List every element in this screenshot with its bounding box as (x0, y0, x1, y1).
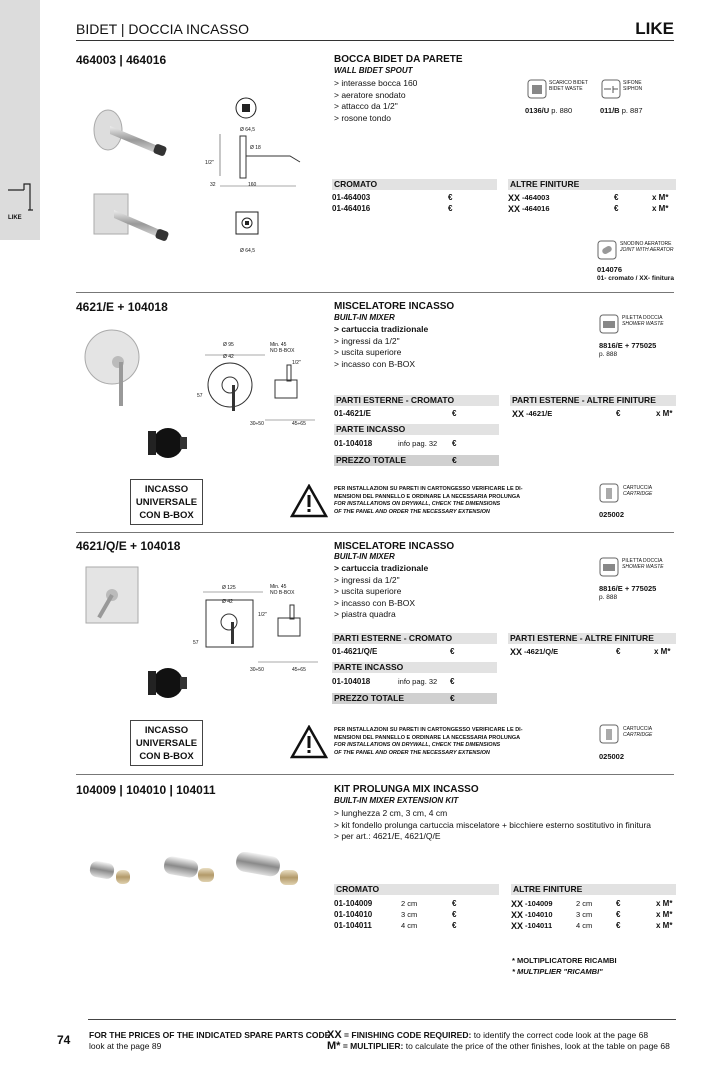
xx-prefix: XX (508, 204, 521, 214)
sec4-features (334, 808, 651, 843)
sec2-features (334, 324, 428, 370)
bbox-line: UNIVERSALE (135, 738, 198, 749)
acc-code: 025002 (599, 510, 625, 519)
bbox-line: INCASSO (144, 725, 189, 736)
xx-prefix: XX (510, 647, 523, 657)
table-row (332, 204, 677, 215)
sec3-codes: 4621/Q/E + 104018 (76, 539, 181, 553)
dim-label: NO B-BOX (270, 590, 295, 596)
euro-sign: € (616, 910, 621, 919)
table-row (334, 899, 679, 910)
page-title: BIDET | DOCCIA INCASSO (76, 21, 249, 37)
dim-label: 45÷65 (292, 421, 306, 427)
footer-line (327, 1030, 670, 1041)
sec1-features (334, 78, 417, 124)
dim-label: 57 (193, 640, 199, 646)
sec1-subtitle: WALL BIDET SPOUT (334, 66, 413, 75)
acc-label-it: SNODINO AERATORE (620, 241, 672, 247)
euro-sign: € (450, 693, 455, 703)
table-row (334, 439, 499, 450)
shower-waste-icon (599, 314, 619, 334)
euro-sign: € (616, 409, 621, 418)
table-header-finishes: PARTI ESTERNE - ALTRE FINITURE (510, 395, 676, 406)
bbox-badge (130, 720, 203, 766)
dim-label: Ø 42 (223, 354, 234, 360)
euro-sign: € (448, 193, 453, 202)
table-row (332, 647, 677, 658)
table-header-chrome: PARTI ESTERNE - CROMATO (332, 633, 497, 644)
sec2-codes: 4621/E + 104018 (76, 300, 168, 314)
feature-item: > ingressi da 1/2" (334, 574, 400, 585)
footer-right (327, 1030, 670, 1052)
euro-sign: € (452, 921, 457, 930)
euro-sign: € (448, 204, 453, 213)
acc-label-en: SHOWER WASTE (622, 564, 664, 570)
acc-page: p. 888 (599, 594, 618, 601)
incasso-info: info pag. 32 (398, 677, 438, 686)
multiplier: x M* (652, 193, 669, 202)
feature-item: > interasse bocca 160 (334, 78, 418, 88)
dim-label: 32 (210, 182, 216, 188)
euro-sign: € (450, 647, 455, 656)
multiplier: x M* (656, 899, 673, 908)
feature-item: > cartuccia tradizionale (334, 563, 429, 573)
warning-icon (290, 484, 328, 518)
section-divider (76, 774, 674, 775)
acc-label (622, 315, 664, 327)
side-label: LIKE (8, 215, 22, 221)
acc-label-en: CARTRIDGE (623, 491, 653, 497)
dim-label: Ø 64,5 (240, 248, 256, 254)
sec1-title: BOCCA BIDET DA PARETE (334, 54, 463, 65)
acc-label-it: SCARICO BIDET (549, 80, 588, 86)
total-row (332, 693, 497, 704)
section-divider (76, 532, 674, 533)
table-header-chrome: PARTI ESTERNE - CROMATO (334, 395, 499, 406)
incasso-header: PARTE INCASSO (332, 662, 497, 673)
acc-label (623, 726, 652, 738)
dim-label: Ø 42 (222, 599, 233, 605)
table-row (334, 910, 679, 921)
brand-name: LIKE (635, 19, 674, 38)
dim-label: Min. 45 (270, 584, 287, 590)
finish-code: -104009 (525, 899, 553, 908)
length: 3 cm (576, 910, 593, 919)
incasso-header: PARTE INCASSO (334, 424, 499, 435)
bbox-line: UNIVERSALE (135, 497, 198, 508)
acc-code: 014076 (597, 265, 623, 274)
feature-item: > incasso con B-BOX (334, 597, 416, 608)
total-label: PREZZO TOTALE (334, 693, 405, 703)
warning-line: MENSIONI DEL PANNELLO E ORDINARE LA NECESSARIA PROLUNGA (334, 734, 521, 741)
xx-title: = FINISHING CODE REQUIRED: (341, 1030, 472, 1040)
feature-item: > aeratore snodato (334, 89, 406, 100)
chrome-code: 01-4621/Q/E (332, 647, 378, 656)
cartridge-icon (599, 483, 619, 503)
multiplier: x M* (656, 910, 673, 919)
feature-item: > per art.: 4621/E, 4621/Q/E (334, 831, 441, 841)
finish-code: -4621/E (526, 409, 553, 418)
square-mixer-image (82, 565, 142, 650)
acc-label-it: CARTUCCIA (623, 485, 653, 491)
bbox-body-image (146, 665, 188, 701)
acc-label-en: SHOWER WASTE (622, 321, 664, 327)
table-header-finishes: ALTRE FINITURE (511, 884, 676, 895)
aerator-joint-icon (597, 240, 617, 260)
dim-label: Ø 125 (222, 585, 236, 591)
cartridge-icon (599, 724, 619, 744)
dim-label: Ø 64,5 (240, 127, 256, 133)
page-number: 74 (57, 1033, 71, 1047)
euro-sign: € (452, 910, 457, 919)
acc-ref (600, 106, 643, 115)
chrome-code: 01-104009 (334, 899, 373, 908)
multiplier-note: * MOLTIPLICATORE RICAMBI (512, 956, 617, 965)
acc-label (623, 485, 652, 497)
feature-item: > ingressi da 1/2" (334, 335, 400, 346)
dim-label: Ø 95 (223, 342, 234, 348)
feature-item: > attacco da 1/2" (334, 101, 398, 111)
dim-label: 160 (248, 182, 257, 188)
warning-line: FOR INSTALLATIONS ON DRYWALL, CHECK THE DIMENSIONS (334, 742, 501, 748)
bbox-badge (130, 479, 203, 525)
dim-label: 1/2" (205, 160, 214, 166)
acc-page: p. 880 (551, 106, 573, 115)
warning-line: PER INSTALLAZIONI SU PARETI IN CARTONGESSO VERIFICARE LE DI- (334, 486, 523, 492)
sec4-subtitle: BUILT-IN MIXER EXTENSION KIT (334, 796, 459, 805)
chrome-code: 01-464003 (332, 193, 371, 202)
sec2-title: MISCELATORE INCASSO (334, 301, 455, 312)
footer-line (327, 1041, 670, 1052)
acc-code: 025002 (599, 752, 625, 761)
table-header-finishes: PARTI ESTERNE - ALTRE FINITURE (508, 633, 676, 644)
feature-item: > uscita superiore (334, 586, 402, 596)
shower-waste-icon (599, 557, 619, 577)
feature-item: > rosone tondo (334, 112, 391, 123)
multiplier: x M* (652, 204, 669, 213)
dim-label: Min. 45 (270, 342, 287, 348)
euro-sign: € (452, 439, 457, 448)
multiplier-note-en: * MULTIPLIER "RICAMBI" (512, 967, 603, 976)
bbox-line: CON B-BOX (139, 510, 194, 521)
dim-label: 30÷50 (250, 667, 264, 673)
dim-label: Ø 18 (250, 145, 261, 151)
m-title: = MULTIPLIER: (340, 1041, 404, 1051)
xx-prefix: XX (508, 193, 521, 203)
length: 2 cm (576, 899, 593, 908)
feature-item: > kit fondello prolunga cartuccia miscelatore + bicchiere esterno sostitutivo in finitura (334, 819, 652, 830)
dim-label: 1/2" (292, 360, 301, 366)
acc-label-en: CARTRIDGE (623, 732, 653, 738)
table-header-finishes: ALTRE FINITURE (508, 179, 676, 190)
faucet-icon (6, 180, 36, 212)
acc-code: 0136/U (525, 106, 550, 115)
multiplier: x M* (654, 647, 671, 656)
table-row (334, 409, 679, 420)
warning-line: PER INSTALLAZIONI SU PARETI IN CARTONGESSO VERIFICARE LE DI- (334, 727, 523, 733)
bbox-line: CON B-BOX (139, 751, 194, 762)
bidet-spout-square-image (90, 190, 180, 255)
chrome-code: 01-4621/E (334, 409, 371, 418)
sec3-title: MISCELATORE INCASSO (334, 541, 455, 552)
table-row (332, 677, 497, 688)
sec3-features (334, 563, 428, 621)
feature-item: > cartuccia tradizionale (334, 324, 429, 334)
warning-line: OF THE PANEL AND ORDER THE NECESSARY EXTENSION (334, 508, 490, 515)
warning-line: FOR INSTALLATIONS ON DRYWALL, CHECK THE DIMENSIONS (334, 501, 501, 507)
xx-prefix: XX (511, 921, 524, 931)
acc-code: 8816/E + 775025 (599, 584, 657, 593)
euro-sign: € (616, 899, 621, 908)
bidet-spout-round-image (88, 100, 178, 165)
sec3-technical-drawing (203, 580, 321, 670)
feature-item: > piastra quadra (334, 609, 396, 619)
warning-text (334, 727, 523, 757)
finish-code: -104011 (525, 921, 553, 930)
acc-label-en: BIDET WASTE (549, 86, 583, 92)
euro-sign: € (616, 647, 621, 656)
bbox-body-image (146, 425, 188, 461)
footer-line: FOR THE PRICES OF THE INDICATED SPARE PARTS CODE (89, 1030, 331, 1040)
feature-item: > uscita superiore (334, 347, 402, 357)
length: 4 cm (401, 921, 418, 930)
xx-prefix: XX (511, 899, 524, 909)
acc-label-en: SIPHON (623, 86, 643, 92)
chrome-code: 01-464016 (332, 204, 371, 213)
length: 2 cm (401, 899, 418, 908)
sec1-technical-drawing (200, 96, 315, 256)
warning-line: MENSIONI DEL PANNELLO E ORDINARE LA NECESSARIA PROLUNGA (334, 493, 521, 500)
sec1-codes: 464003 | 464016 (76, 53, 167, 67)
warning-text (334, 486, 523, 516)
euro-sign: € (452, 409, 457, 418)
xx-key: XX (327, 1029, 342, 1041)
table-row (334, 921, 679, 932)
dim-label: 45÷65 (292, 667, 306, 673)
m-text: to calculate the price of the other finishes, look at the table on page 68 (403, 1041, 670, 1051)
dim-label: 57 (197, 393, 203, 399)
chrome-code: 01-104010 (334, 910, 373, 919)
multiplier: x M* (656, 409, 673, 418)
finish-code: -4621/Q/E (524, 647, 559, 656)
euro-sign: € (614, 193, 619, 202)
xx-text: to identify the correct code look at the page 68 (471, 1030, 649, 1040)
length: 4 cm (576, 921, 593, 930)
table-row (332, 193, 677, 204)
incasso-code: 01-104018 (332, 677, 371, 686)
acc-label (623, 80, 642, 92)
round-mixer-image (82, 322, 142, 407)
acc-page: p. 887 (621, 106, 643, 115)
euro-sign: € (450, 677, 455, 686)
multiplier: x M* (656, 921, 673, 930)
acc-page: p. 888 (599, 351, 618, 358)
finish-code: -104010 (525, 910, 553, 919)
euro-sign: € (452, 455, 457, 465)
xx-prefix: XX (511, 910, 524, 920)
feature-item: > incasso con B-BOX (334, 358, 416, 369)
sec3-subtitle: BUILT-IN MIXER (334, 552, 395, 561)
table-header-chrome: CROMATO (332, 179, 497, 190)
acc-code: 8816/E + 775025 (599, 341, 657, 350)
siphon-icon (601, 79, 621, 99)
acc-label (549, 80, 588, 92)
sec2-subtitle: BUILT-IN MIXER (334, 313, 395, 322)
warning-icon (290, 725, 328, 759)
sec4-title: KIT PROLUNGA MIX INCASSO (334, 784, 479, 795)
acc-code: 011/B (600, 106, 620, 115)
euro-sign: € (452, 899, 457, 908)
length: 3 cm (401, 910, 418, 919)
section-divider (76, 292, 674, 293)
acc-label-it: PILETTA DOCCIA (622, 558, 663, 564)
bidet-waste-icon (527, 79, 547, 99)
chrome-code: 01-104011 (334, 921, 372, 930)
sec4-codes: 104009 | 104010 | 104011 (76, 783, 216, 797)
dim-label: 1/2" (258, 612, 267, 618)
dim-label: 30÷50 (250, 421, 264, 427)
table-header-chrome: CROMATO (334, 884, 499, 895)
incasso-info: info pag. 32 (398, 439, 438, 448)
euro-sign: € (616, 921, 621, 930)
acc-label-en: JOINT WITH AERATOR (620, 247, 674, 253)
acc-label-it: SIFONE (623, 80, 642, 86)
m-key: M* (327, 1040, 341, 1052)
finish-code: -464003 (522, 193, 550, 202)
acc-note: 01- cromato / XX- finitura (597, 275, 674, 282)
bbox-line: INCASSO (144, 484, 189, 495)
acc-label (620, 241, 674, 253)
finish-code: -464016 (522, 204, 550, 213)
acc-ref (525, 106, 572, 115)
feature-item: > lunghezza 2 cm, 3 cm, 4 cm (334, 808, 448, 818)
extension-kit-image (86, 852, 306, 892)
dim-label: NO B-BOX (270, 348, 295, 354)
xx-prefix: XX (512, 409, 525, 419)
total-label: PREZZO TOTALE (336, 455, 407, 465)
footer-line: look at the page 89 (89, 1041, 162, 1051)
warning-line: OF THE PANEL AND ORDER THE NECESSARY EXTENSION (334, 749, 490, 756)
euro-sign: € (614, 204, 619, 213)
total-row (334, 455, 499, 466)
footer-divider (88, 1019, 676, 1020)
footer-left (89, 1030, 330, 1052)
acc-label-it: CARTUCCIA (623, 726, 653, 732)
header-divider (76, 40, 674, 41)
acc-label-it: PILETTA DOCCIA (622, 315, 663, 321)
acc-label (622, 558, 664, 570)
incasso-code: 01-104018 (334, 439, 373, 448)
